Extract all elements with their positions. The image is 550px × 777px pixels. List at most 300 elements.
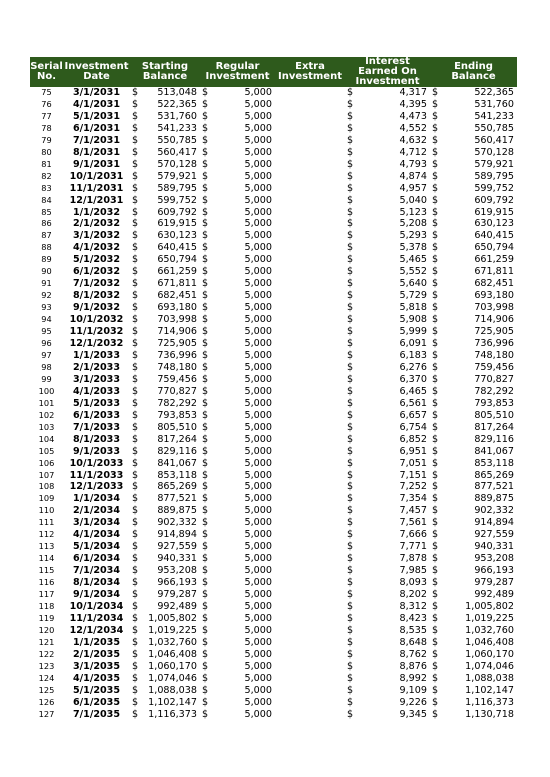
currency-symbol: $ xyxy=(432,672,439,684)
cell-starting-balance-value: 703,998 xyxy=(157,314,197,326)
cell-interest-earned xyxy=(345,697,430,709)
cell-serial-no: 76 xyxy=(41,98,52,109)
cell-investment-date: 7/1/2035 xyxy=(72,708,121,720)
cell-starting-balance-value: 953,208 xyxy=(157,565,197,577)
cell-investment-date: 4/1/2031 xyxy=(72,98,121,110)
cell-interest-earned-value: 7,151 xyxy=(399,469,427,481)
cell-starting-balance-value: 550,785 xyxy=(157,134,197,146)
currency-symbol: $ xyxy=(347,648,354,660)
cell-ending-balance xyxy=(430,99,517,111)
table-row xyxy=(30,517,517,529)
cell-regular-investment-value: 5,000 xyxy=(244,158,272,170)
cell-investment-date: 10/1/2032 xyxy=(69,314,124,326)
cell-interest-earned-value: 5,818 xyxy=(399,302,427,314)
cell-interest-earned xyxy=(345,183,430,195)
cell-interest-earned xyxy=(345,493,430,505)
cell-starting-balance-value: 805,510 xyxy=(157,421,197,433)
currency-symbol: $ xyxy=(347,421,354,433)
cell-interest-earned xyxy=(345,326,430,338)
cell-serial-no: 122 xyxy=(38,648,55,659)
cell-interest-earned-value: 4,957 xyxy=(399,182,427,194)
cell-interest-earned xyxy=(345,685,430,697)
cell-regular-investment xyxy=(200,314,275,326)
currency-symbol: $ xyxy=(347,254,354,266)
currency-symbol: $ xyxy=(432,266,439,278)
table-row xyxy=(30,290,517,302)
cell-serial-no: 85 xyxy=(41,206,52,217)
cell-ending-balance-value: 902,332 xyxy=(474,505,514,517)
currency-symbol: $ xyxy=(432,290,439,302)
cell-ending-balance-value: 589,795 xyxy=(474,170,514,182)
cell-interest-earned-value: 8,762 xyxy=(399,648,427,660)
currency-symbol: $ xyxy=(202,122,209,134)
cell-interest-earned-value: 4,395 xyxy=(399,98,427,110)
cell-interest-earned xyxy=(345,481,430,493)
cell-serial-no: 110 xyxy=(38,505,55,516)
cell-extra-investment xyxy=(275,625,345,637)
currency-symbol: $ xyxy=(432,445,439,457)
cell-ending-balance-value: 541,233 xyxy=(474,110,514,122)
cell-regular-investment-value: 5,000 xyxy=(244,87,272,98)
cell-regular-investment xyxy=(200,99,275,111)
currency-symbol: $ xyxy=(347,87,354,98)
currency-symbol: $ xyxy=(202,87,209,98)
currency-symbol: $ xyxy=(132,361,139,373)
cell-starting-balance-value: 914,894 xyxy=(157,529,197,541)
cell-regular-investment xyxy=(200,171,275,183)
cell-regular-investment xyxy=(200,649,275,661)
cell-ending-balance-value: 661,259 xyxy=(474,254,514,266)
cell-extra-investment xyxy=(275,87,345,99)
cell-ending-balance xyxy=(430,87,517,99)
cell-serial-no: 125 xyxy=(38,684,55,695)
cell-extra-investment xyxy=(275,410,345,422)
header-extra-investment: Extra Investment xyxy=(275,57,345,87)
cell-regular-investment xyxy=(200,266,275,278)
currency-symbol: $ xyxy=(432,110,439,122)
cell-interest-earned-value: 9,109 xyxy=(399,684,427,696)
cell-starting-balance xyxy=(130,87,200,99)
cell-starting-balance-value: 889,875 xyxy=(157,505,197,517)
cell-starting-balance xyxy=(130,446,200,458)
table-row xyxy=(30,422,517,434)
cell-regular-investment-value: 5,000 xyxy=(244,624,272,636)
currency-symbol: $ xyxy=(432,218,439,230)
cell-investment-date: 2/1/2035 xyxy=(72,648,121,660)
cell-serial-no: 97 xyxy=(41,349,52,360)
cell-ending-balance-value: 1,060,170 xyxy=(465,648,514,660)
cell-regular-investment xyxy=(200,147,275,159)
cell-regular-investment xyxy=(200,135,275,147)
cell-starting-balance-value: 693,180 xyxy=(157,302,197,314)
currency-symbol: $ xyxy=(347,146,354,158)
cell-extra-investment xyxy=(275,183,345,195)
cell-regular-investment-value: 5,000 xyxy=(244,98,272,110)
cell-investment-date: 10/1/2033 xyxy=(69,457,124,469)
cell-interest-earned xyxy=(345,529,430,541)
cell-extra-investment xyxy=(275,470,345,482)
currency-symbol: $ xyxy=(132,302,139,314)
currency-symbol: $ xyxy=(432,349,439,361)
cell-starting-balance-value: 748,180 xyxy=(157,361,197,373)
cell-regular-investment-value: 5,000 xyxy=(244,254,272,266)
currency-symbol: $ xyxy=(202,493,209,505)
currency-symbol: $ xyxy=(202,648,209,660)
table-row xyxy=(30,362,517,374)
table-row xyxy=(30,338,517,350)
table-row xyxy=(30,374,517,386)
cell-interest-earned-value: 9,226 xyxy=(399,696,427,708)
header-regular-investment: Regular Investment xyxy=(200,57,275,87)
table-row xyxy=(30,171,517,183)
cell-regular-investment-value: 5,000 xyxy=(244,409,272,421)
table-header xyxy=(30,57,517,87)
currency-symbol: $ xyxy=(432,326,439,338)
cell-investment-date: 11/1/2031 xyxy=(69,182,124,194)
cell-interest-earned xyxy=(345,470,430,482)
table-row xyxy=(30,242,517,254)
cell-regular-investment xyxy=(200,505,275,517)
cell-ending-balance-value: 1,130,718 xyxy=(465,708,514,720)
cell-extra-investment xyxy=(275,458,345,470)
cell-ending-balance xyxy=(430,171,517,183)
currency-symbol: $ xyxy=(432,170,439,182)
cell-starting-balance xyxy=(130,637,200,649)
currency-symbol: $ xyxy=(132,672,139,684)
currency-symbol: $ xyxy=(202,158,209,170)
cell-interest-earned-value: 6,465 xyxy=(399,385,427,397)
cell-ending-balance xyxy=(430,218,517,230)
cell-ending-balance-value: 725,905 xyxy=(474,326,514,338)
cell-interest-earned xyxy=(345,541,430,553)
cell-interest-earned xyxy=(345,218,430,230)
currency-symbol: $ xyxy=(347,565,354,577)
cell-regular-investment xyxy=(200,685,275,697)
currency-symbol: $ xyxy=(347,600,354,612)
cell-interest-earned xyxy=(345,410,430,422)
currency-symbol: $ xyxy=(202,409,209,421)
cell-ending-balance xyxy=(430,410,517,422)
currency-symbol: $ xyxy=(132,98,139,110)
currency-symbol: $ xyxy=(132,529,139,541)
cell-starting-balance-value: 940,331 xyxy=(157,553,197,565)
cell-extra-investment xyxy=(275,242,345,254)
cell-extra-investment xyxy=(275,326,345,338)
currency-symbol: $ xyxy=(432,684,439,696)
cell-regular-investment xyxy=(200,553,275,565)
cell-starting-balance-value: 619,915 xyxy=(157,218,197,230)
cell-extra-investment xyxy=(275,709,345,721)
cell-extra-investment xyxy=(275,601,345,613)
cell-regular-investment-value: 5,000 xyxy=(244,242,272,254)
cell-interest-earned xyxy=(345,661,430,673)
cell-interest-earned-value: 6,561 xyxy=(399,397,427,409)
cell-investment-date: 11/1/2032 xyxy=(69,326,124,338)
currency-symbol: $ xyxy=(432,134,439,146)
cell-ending-balance xyxy=(430,601,517,613)
cell-interest-earned-value: 6,183 xyxy=(399,349,427,361)
cell-starting-balance xyxy=(130,278,200,290)
currency-symbol: $ xyxy=(202,134,209,146)
cell-starting-balance xyxy=(130,147,200,159)
cell-starting-balance xyxy=(130,266,200,278)
cell-investment-date: 9/1/2031 xyxy=(72,158,121,170)
cell-interest-earned-value: 8,312 xyxy=(399,600,427,612)
cell-interest-earned xyxy=(345,589,430,601)
cell-ending-balance xyxy=(430,350,517,362)
cell-interest-earned xyxy=(345,673,430,685)
currency-symbol: $ xyxy=(132,493,139,505)
cell-interest-earned xyxy=(345,159,430,171)
cell-regular-investment xyxy=(200,410,275,422)
cell-ending-balance-value: 1,074,046 xyxy=(465,660,514,672)
currency-symbol: $ xyxy=(432,493,439,505)
cell-ending-balance xyxy=(430,529,517,541)
currency-symbol: $ xyxy=(202,242,209,254)
cell-ending-balance-value: 671,811 xyxy=(474,266,514,278)
currency-symbol: $ xyxy=(132,600,139,612)
cell-investment-date: 7/1/2031 xyxy=(72,134,121,146)
cell-extra-investment xyxy=(275,99,345,111)
currency-symbol: $ xyxy=(432,517,439,529)
cell-ending-balance xyxy=(430,362,517,374)
cell-regular-investment-value: 5,000 xyxy=(244,122,272,134)
cell-starting-balance-value: 1,005,802 xyxy=(148,612,197,624)
cell-interest-earned xyxy=(345,422,430,434)
cell-ending-balance xyxy=(430,685,517,697)
cell-serial-no: 87 xyxy=(41,230,52,241)
header-investment-date: Investment Date xyxy=(63,57,130,87)
cell-investment-date: 1/1/2032 xyxy=(72,206,121,218)
table-row xyxy=(30,541,517,553)
cell-starting-balance-value: 671,811 xyxy=(157,278,197,290)
cell-investment-date: 4/1/2032 xyxy=(72,242,121,254)
table-row xyxy=(30,159,517,171)
currency-symbol: $ xyxy=(432,565,439,577)
currency-symbol: $ xyxy=(132,541,139,553)
cell-regular-investment-value: 5,000 xyxy=(244,672,272,684)
cell-investment-date: 6/1/2032 xyxy=(72,266,121,278)
currency-symbol: $ xyxy=(202,110,209,122)
cell-regular-investment xyxy=(200,242,275,254)
cell-starting-balance-value: 1,019,225 xyxy=(148,624,197,636)
cell-extra-investment xyxy=(275,147,345,159)
cell-investment-date: 12/1/2031 xyxy=(69,194,124,206)
currency-symbol: $ xyxy=(202,660,209,672)
cell-starting-balance-value: 992,489 xyxy=(157,600,197,612)
currency-symbol: $ xyxy=(432,302,439,314)
currency-symbol: $ xyxy=(347,469,354,481)
cell-regular-investment xyxy=(200,338,275,350)
cell-serial-no: 93 xyxy=(41,302,52,313)
cell-regular-investment xyxy=(200,362,275,374)
cell-ending-balance-value: 682,451 xyxy=(474,278,514,290)
cell-ending-balance xyxy=(430,278,517,290)
cell-ending-balance-value: 805,510 xyxy=(474,409,514,421)
cell-extra-investment xyxy=(275,493,345,505)
currency-symbol: $ xyxy=(347,505,354,517)
cell-ending-balance xyxy=(430,697,517,709)
currency-symbol: $ xyxy=(132,708,139,720)
cell-regular-investment-value: 5,000 xyxy=(244,361,272,373)
cell-regular-investment-value: 5,000 xyxy=(244,505,272,517)
currency-symbol: $ xyxy=(432,206,439,218)
cell-starting-balance xyxy=(130,493,200,505)
cell-interest-earned-value: 7,561 xyxy=(399,517,427,529)
currency-symbol: $ xyxy=(347,577,354,589)
table-row xyxy=(30,697,517,709)
cell-extra-investment xyxy=(275,302,345,314)
cell-extra-investment xyxy=(275,111,345,123)
currency-symbol: $ xyxy=(132,349,139,361)
cell-investment-date: 7/1/2034 xyxy=(72,565,121,577)
table-row xyxy=(30,649,517,661)
currency-symbol: $ xyxy=(132,636,139,648)
cell-ending-balance xyxy=(430,290,517,302)
currency-symbol: $ xyxy=(347,636,354,648)
cell-starting-balance xyxy=(130,398,200,410)
cell-investment-date: 3/1/2032 xyxy=(72,230,121,242)
cell-ending-balance-value: 841,067 xyxy=(474,445,514,457)
table-row xyxy=(30,709,517,721)
cell-regular-investment-value: 5,000 xyxy=(244,648,272,660)
cell-investment-date: 11/1/2034 xyxy=(69,612,124,624)
cell-interest-earned xyxy=(345,147,430,159)
currency-symbol: $ xyxy=(202,326,209,338)
cell-starting-balance xyxy=(130,242,200,254)
cell-starting-balance-value: 1,074,046 xyxy=(148,672,197,684)
cell-starting-balance-value: 1,032,760 xyxy=(148,636,197,648)
cell-starting-balance xyxy=(130,434,200,446)
cell-regular-investment xyxy=(200,625,275,637)
cell-interest-earned xyxy=(345,350,430,362)
currency-symbol: $ xyxy=(202,433,209,445)
cell-serial-no: 123 xyxy=(38,660,55,671)
cell-interest-earned-value: 9,345 xyxy=(399,708,427,720)
currency-symbol: $ xyxy=(202,600,209,612)
cell-interest-earned-value: 4,473 xyxy=(399,110,427,122)
currency-symbol: $ xyxy=(202,206,209,218)
cell-starting-balance xyxy=(130,338,200,350)
currency-symbol: $ xyxy=(347,194,354,206)
cell-starting-balance xyxy=(130,470,200,482)
cell-interest-earned-value: 4,874 xyxy=(399,170,427,182)
cell-serial-no: 105 xyxy=(38,445,55,456)
cell-investment-date: 4/1/2034 xyxy=(72,529,121,541)
cell-regular-investment-value: 5,000 xyxy=(244,110,272,122)
cell-starting-balance-value: 793,853 xyxy=(157,409,197,421)
cell-regular-investment xyxy=(200,183,275,195)
currency-symbol: $ xyxy=(347,529,354,541)
currency-symbol: $ xyxy=(347,481,354,493)
table-row xyxy=(30,601,517,613)
currency-symbol: $ xyxy=(132,553,139,565)
cell-regular-investment-value: 5,000 xyxy=(244,218,272,230)
cell-ending-balance xyxy=(430,637,517,649)
cell-extra-investment xyxy=(275,254,345,266)
cell-investment-date: 8/1/2033 xyxy=(72,433,121,445)
currency-symbol: $ xyxy=(202,254,209,266)
cell-ending-balance xyxy=(430,123,517,135)
currency-symbol: $ xyxy=(347,684,354,696)
cell-starting-balance xyxy=(130,422,200,434)
cell-interest-earned xyxy=(345,613,430,625)
cell-interest-earned-value: 5,908 xyxy=(399,314,427,326)
currency-symbol: $ xyxy=(432,122,439,134)
cell-ending-balance xyxy=(430,266,517,278)
currency-symbol: $ xyxy=(202,338,209,350)
cell-investment-date: 5/1/2035 xyxy=(72,684,121,696)
cell-extra-investment xyxy=(275,159,345,171)
cell-interest-earned xyxy=(345,195,430,207)
table-row xyxy=(30,493,517,505)
cell-interest-earned-value: 8,202 xyxy=(399,589,427,601)
cell-regular-investment xyxy=(200,230,275,242)
cell-starting-balance-value: 541,233 xyxy=(157,122,197,134)
cell-starting-balance xyxy=(130,529,200,541)
currency-symbol: $ xyxy=(202,170,209,182)
currency-symbol: $ xyxy=(202,481,209,493)
cell-ending-balance-value: 865,269 xyxy=(474,469,514,481)
currency-symbol: $ xyxy=(347,373,354,385)
cell-extra-investment xyxy=(275,434,345,446)
cell-extra-investment xyxy=(275,290,345,302)
cell-regular-investment-value: 5,000 xyxy=(244,338,272,350)
cell-starting-balance-value: 630,123 xyxy=(157,230,197,242)
cell-interest-earned xyxy=(345,278,430,290)
cell-serial-no: 114 xyxy=(38,553,55,564)
cell-ending-balance-value: 1,019,225 xyxy=(465,612,514,624)
cell-regular-investment-value: 5,000 xyxy=(244,326,272,338)
currency-symbol: $ xyxy=(347,445,354,457)
currency-symbol: $ xyxy=(132,134,139,146)
cell-interest-earned-value: 4,793 xyxy=(399,158,427,170)
cell-starting-balance-value: 782,292 xyxy=(157,397,197,409)
cell-starting-balance xyxy=(130,374,200,386)
cell-interest-earned-value: 7,457 xyxy=(399,505,427,517)
cell-extra-investment xyxy=(275,350,345,362)
cell-extra-investment xyxy=(275,673,345,685)
cell-regular-investment-value: 5,000 xyxy=(244,541,272,553)
cell-regular-investment-value: 5,000 xyxy=(244,696,272,708)
currency-symbol: $ xyxy=(432,660,439,672)
cell-regular-investment xyxy=(200,601,275,613)
currency-symbol: $ xyxy=(132,122,139,134)
cell-starting-balance-value: 570,128 xyxy=(157,158,197,170)
cell-interest-earned-value: 6,276 xyxy=(399,361,427,373)
cell-starting-balance-value: 1,046,408 xyxy=(148,648,197,660)
cell-serial-no: 78 xyxy=(41,122,52,133)
currency-symbol: $ xyxy=(432,708,439,720)
currency-symbol: $ xyxy=(347,541,354,553)
cell-ending-balance-value: 522,365 xyxy=(474,87,514,98)
cell-starting-balance xyxy=(130,171,200,183)
cell-ending-balance-value: 817,264 xyxy=(474,421,514,433)
cell-regular-investment-value: 5,000 xyxy=(244,445,272,457)
cell-investment-date: 6/1/2031 xyxy=(72,122,121,134)
cell-regular-investment xyxy=(200,673,275,685)
cell-investment-date: 12/1/2034 xyxy=(69,624,124,636)
cell-starting-balance-value: 1,116,373 xyxy=(148,708,197,720)
cell-serial-no: 108 xyxy=(38,481,55,492)
currency-symbol: $ xyxy=(202,589,209,601)
cell-starting-balance xyxy=(130,565,200,577)
currency-symbol: $ xyxy=(347,361,354,373)
cell-ending-balance-value: 599,752 xyxy=(474,182,514,194)
cell-extra-investment xyxy=(275,637,345,649)
cell-interest-earned xyxy=(345,374,430,386)
cell-regular-investment-value: 5,000 xyxy=(244,278,272,290)
